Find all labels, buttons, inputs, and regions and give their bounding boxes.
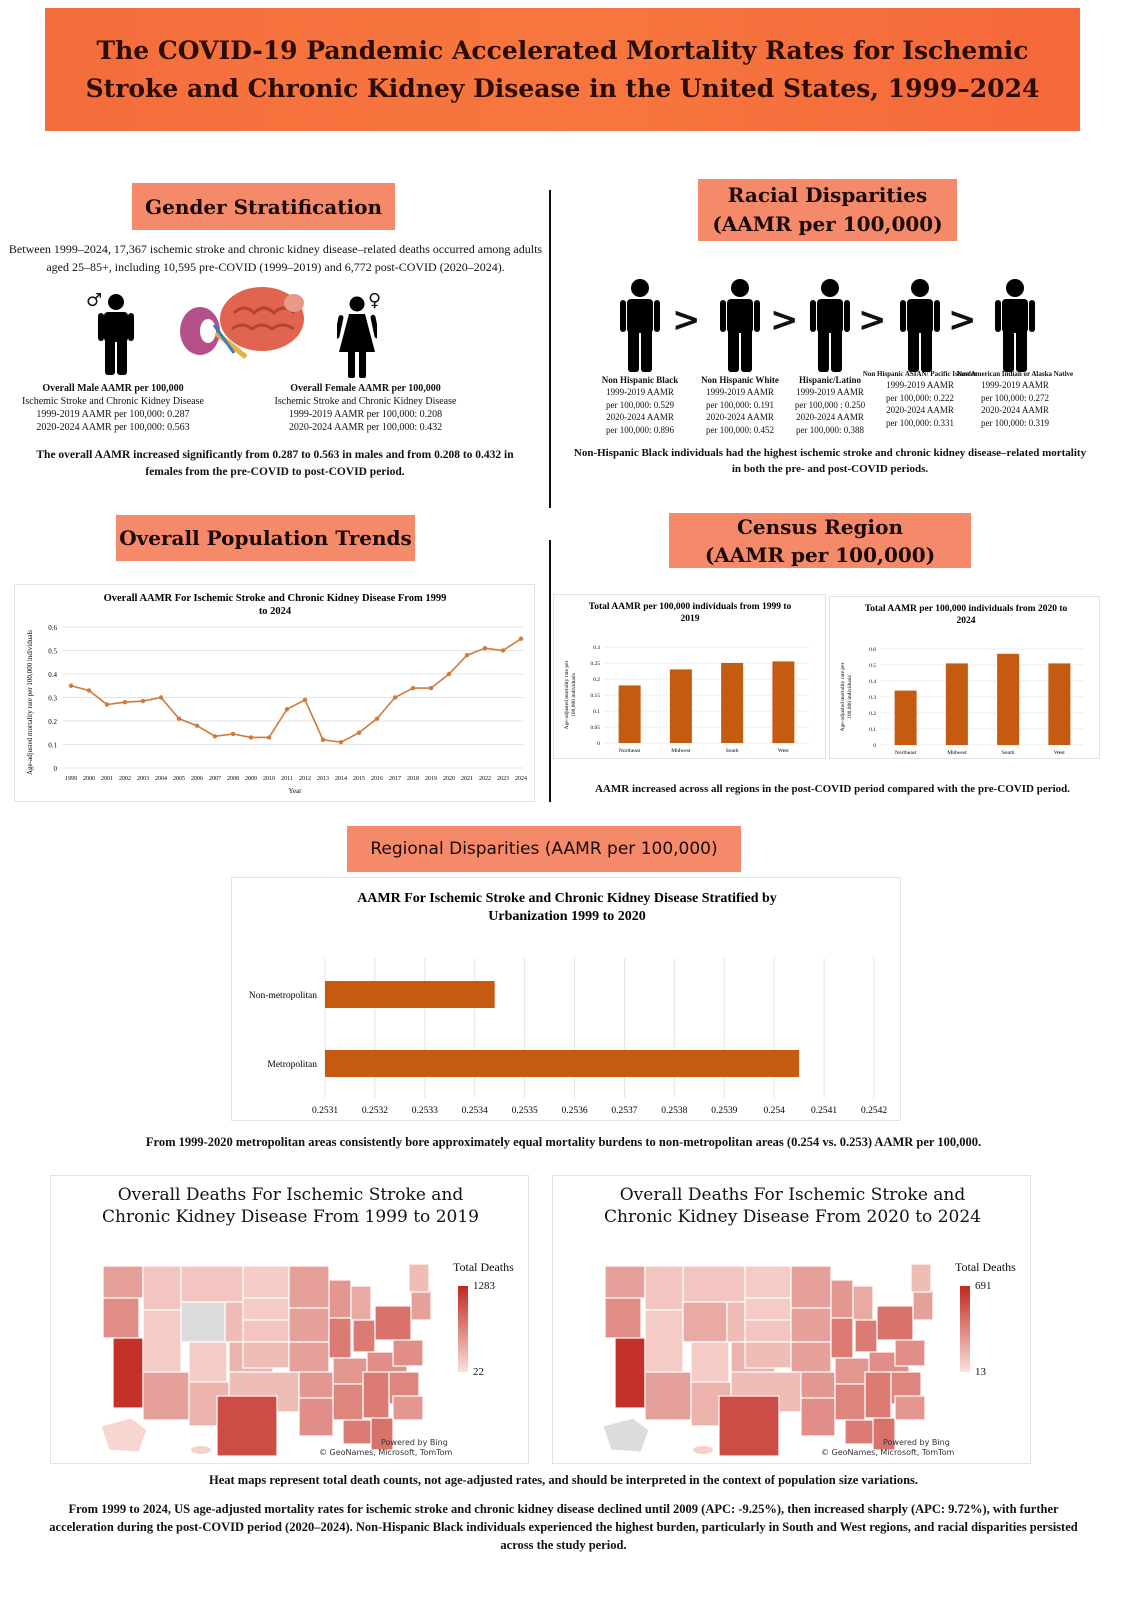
x-tick-label: 0.2539 (711, 1106, 738, 1116)
data-point (231, 732, 235, 736)
female-stats: Overall Female AAMR per 100,000 Ischemic Stroke and Chronic Kidney Disease 1999-2019 AAMR per 100,000: 0.208 2020-2024 AAMR per 100,000: 0.432 (274, 383, 457, 433)
state-region (831, 1280, 853, 1318)
divider-middle (549, 540, 551, 802)
x-tick-label: 2000 (83, 776, 95, 782)
state-region (831, 1318, 853, 1358)
y-tick-label: 0.1 (48, 741, 57, 750)
racial-group-line: 1999-2019 AAMR (886, 380, 954, 390)
x-tick-label: 0.2534 (461, 1106, 488, 1116)
y-tick-label: 0.15 (590, 693, 600, 699)
racial-group-line: 1999-2019 AAMR (796, 387, 864, 397)
chart-title: AAMR For Ischemic Stroke and Chronic Kidney Disease Stratified by Urbanization 1999 to 2020 (357, 891, 777, 924)
state-region (745, 1342, 791, 1368)
data-point (393, 695, 397, 699)
bar (772, 661, 794, 743)
x-tick-label: Midwest (671, 748, 691, 754)
alaska-region (603, 1418, 649, 1452)
map-post-legend-max: 691 (975, 1280, 992, 1292)
state-region (243, 1298, 289, 1320)
state-region (113, 1338, 143, 1408)
us-map-pre (91, 1246, 431, 1456)
person-icon (810, 278, 850, 372)
x-tick-label: 1999 (65, 776, 77, 782)
data-point (483, 646, 487, 650)
y-tick-label: 0 (53, 765, 57, 773)
bar (619, 685, 641, 743)
data-point (141, 699, 145, 703)
racial-group-line: 2020-2024 AAMR (706, 412, 774, 422)
data-point (213, 734, 217, 738)
y-tick-label: 0.2 (48, 718, 57, 726)
map-pre-card (50, 1175, 529, 1464)
racial-group-line: per 100,000: 0.319 (981, 417, 1049, 428)
x-tick-label: 2023 (497, 776, 509, 782)
state-region (683, 1266, 745, 1302)
state-region (299, 1398, 333, 1436)
racial-group-name: Non Hispanic White (701, 375, 779, 385)
map-pre-legend-min: 22 (473, 1366, 484, 1378)
y-axis-label: Age-adjusted mortality rate per100,000 individuals (840, 662, 853, 732)
state-region (289, 1308, 329, 1342)
census-header: Census Region (AAMR per 100,000) (669, 513, 971, 568)
male-person-icon (98, 293, 134, 375)
racial-header: Racial Disparities (AAMR per 100,000) (698, 179, 957, 241)
gender-header: Gender Stratification (132, 183, 395, 230)
x-tick-label: 0.2542 (860, 1106, 888, 1116)
map-post-legend-min: 13 (975, 1366, 986, 1378)
racial-group-line: 2020-2024 AAMR (796, 412, 864, 422)
data-point (249, 735, 253, 739)
y-tick-label: 0.3 (593, 645, 600, 651)
bar (325, 1050, 799, 1077)
chart-title: Overall AAMR For Ischemic Stroke and Chronic Kidney Disease From 1999 to 2024 (103, 593, 447, 617)
state-region (877, 1306, 913, 1340)
y-tick-label: 0.5 (869, 663, 876, 669)
state-region (911, 1264, 931, 1292)
gender-summary: The overall AAMR increased significantly from 0.287 to 0.563 in males and from 0.208 to 0.432 in females from the pre-COVID to post-COVID period. (36, 449, 514, 478)
female-person-icon (337, 296, 377, 378)
x-tick-label: 2020 (443, 776, 455, 782)
x-tick-label: 2002 (119, 776, 131, 782)
y-tick-label: 0.1 (869, 727, 876, 733)
page-title: The COVID-19 Pandemic Accelerated Mortality Rates for Ischemic Stroke and Chronic Kidney Disease in the United States, 1999–2024 (85, 35, 1040, 103)
x-tick-label: 2021 (461, 776, 473, 782)
data-point (519, 637, 523, 641)
data-point (123, 700, 127, 704)
state-region (719, 1396, 779, 1456)
x-tick-label: 2019 (425, 776, 437, 782)
state-region (333, 1358, 367, 1384)
state-region (143, 1310, 181, 1372)
state-region (375, 1306, 411, 1340)
y-tick-label: 0.05 (590, 725, 600, 731)
y-tick-label: Non-metropolitan (248, 991, 317, 1001)
bar (997, 654, 1019, 745)
data-point (375, 716, 379, 720)
state-region (745, 1298, 791, 1320)
state-region (243, 1320, 289, 1342)
state-region (243, 1342, 289, 1368)
x-tick-label: 0.2535 (511, 1106, 538, 1116)
data-point (303, 698, 307, 702)
racial-group-name: Non American Indian or Alaska Native (956, 370, 1074, 378)
state-region (343, 1420, 373, 1444)
y-axis-label: Age-adjusted mortality rate per 100,000 individuals (26, 629, 34, 776)
x-tick-label: 0.2538 (661, 1106, 688, 1116)
racial-group-name: Non Hispanic Black (601, 375, 679, 385)
x-tick-label: 2018 (407, 776, 419, 782)
urban-chart (232, 878, 902, 1122)
x-tick-label: Midwest (947, 750, 967, 756)
y-tick-label: 0.4 (869, 679, 876, 685)
racial-group-line: per 100,000: 0.388 (796, 424, 864, 435)
person-icon (900, 278, 940, 372)
y-tick-label: 0 (597, 741, 600, 747)
state-region (645, 1372, 691, 1420)
x-tick-label: 0.2541 (811, 1106, 838, 1116)
state-region (243, 1266, 289, 1298)
x-tick-label: 2004 (155, 776, 167, 782)
state-region (103, 1298, 139, 1338)
state-region (329, 1280, 351, 1318)
person-icon (720, 278, 760, 372)
state-region (895, 1340, 925, 1366)
hawaii-region (693, 1446, 713, 1454)
greater-than-symbol: > (672, 300, 701, 340)
data-point (501, 648, 505, 652)
x-tick-label: 2017 (389, 776, 401, 782)
male-stats: Overall Male AAMR per 100,000 Ischemic Stroke and Chronic Kidney Disease 1999-2019 AAMR per 100,000: 0.287 2020-2024 AAMR per 100,000: 0.563 (22, 383, 204, 433)
data-point (357, 731, 361, 735)
data-point (321, 738, 325, 742)
title-banner (45, 8, 1080, 131)
census-pre-card (553, 594, 826, 759)
x-tick-label: 2007 (209, 776, 221, 782)
state-region (103, 1266, 143, 1298)
y-tick-label: 0.3 (869, 695, 876, 701)
state-region (645, 1266, 683, 1310)
racial-group-line: per 100,000: 0.452 (706, 424, 774, 435)
state-region (217, 1396, 277, 1456)
state-region (913, 1290, 933, 1320)
x-tick-label: 2022 (479, 776, 491, 782)
state-region (181, 1266, 243, 1302)
racial-group-stats (955, 369, 1075, 429)
state-region (351, 1286, 371, 1320)
x-tick-label: 2015 (353, 776, 365, 782)
state-region (299, 1372, 333, 1398)
conclusion: From 1999 to 2024, US age-adjusted mortality rates for ischemic stroke and chronic kidney disease declined until 2009 (APC: -9.25%), then increased sharply (APC: 9.72%), with further acceleration during the post-COVID period (2020–2024). Non-Hispanic Black individuals experienced the highest burden, particularly in South and West regions, and racial disparities persisted across the study period. (49, 1502, 1078, 1552)
x-tick-label: West (777, 748, 789, 754)
x-tick-label: West (1053, 750, 1065, 756)
state-region (363, 1372, 389, 1418)
state-region (853, 1286, 873, 1320)
bar (721, 663, 743, 743)
bar (946, 663, 968, 745)
x-tick-label: 2005 (173, 776, 185, 782)
chart-title: Total AAMR per 100,000 individuals from 1999 to 2019 (588, 602, 792, 624)
map-post-legend-scale (960, 1286, 970, 1372)
racial-group-line: 2020-2024 AAMR (606, 412, 674, 422)
state-region (683, 1302, 727, 1342)
x-tick-label: 2012 (299, 776, 311, 782)
map-post-credit1: Powered by Bing (883, 1438, 950, 1447)
x-tick-label: 0.2531 (311, 1106, 339, 1116)
state-region (605, 1266, 645, 1298)
state-region (289, 1266, 329, 1308)
x-tick-label: Northeast (894, 750, 917, 756)
state-region (801, 1398, 835, 1436)
x-tick-label: 2024 (515, 776, 527, 782)
x-tick-label: 0.2536 (561, 1106, 588, 1116)
data-point (267, 735, 271, 739)
state-region (745, 1266, 791, 1298)
x-axis-label: Year (288, 787, 302, 795)
divider-top (549, 190, 551, 508)
racial-summary: Non-Hispanic Black individuals had the highest ischemic stroke and chronic kidney disease–related mortality in both the pre- and post-COVID periods. (573, 447, 1087, 475)
x-tick-label: 2009 (245, 776, 257, 782)
line-chart (15, 585, 536, 803)
state-region (393, 1340, 423, 1366)
x-tick-label: South (725, 748, 739, 754)
data-point (69, 684, 73, 688)
y-tick-label: 0.25 (590, 661, 600, 667)
y-axis-label: Age-adjusted mortality rate per100,000 individuals (564, 660, 577, 730)
state-region (835, 1358, 869, 1384)
state-region (791, 1308, 831, 1342)
y-tick-label: 0.3 (48, 694, 57, 703)
urban-chart-card (231, 877, 901, 1121)
data-point (429, 686, 433, 690)
person-icon (620, 278, 660, 372)
census-post-chart (830, 597, 1101, 760)
map-pre-legend-scale (458, 1286, 468, 1372)
state-region (409, 1264, 429, 1292)
data-point (447, 672, 451, 676)
map-post-credit2: © GeoNames, Microsoft, TomTom (821, 1448, 955, 1457)
racial-group-line: per 100,000: 0.529 (606, 399, 674, 410)
kidney-brain-icon (176, 283, 306, 363)
map-post-title: Overall Deaths For Ischemic Stroke and Chronic Kidney Disease From 2020 to 2024 (604, 1185, 981, 1227)
data-point (105, 702, 109, 706)
racial-group-line: per 100,000: 0.222 (886, 392, 954, 403)
greater-than-symbol: > (770, 300, 799, 340)
state-region (393, 1396, 423, 1420)
data-point (339, 740, 343, 744)
x-tick-label: 2013 (317, 776, 329, 782)
map-pre-legend-title: Total Deaths (453, 1260, 514, 1274)
male-symbol: ♂ (86, 290, 103, 311)
x-tick-label: 2008 (227, 776, 239, 782)
y-tick-label: 0.2 (593, 677, 600, 683)
x-tick-label: 2016 (371, 776, 383, 782)
racial-group-line: 2020-2024 AAMR (886, 405, 954, 415)
state-region (189, 1342, 227, 1382)
state-region (835, 1384, 865, 1420)
data-point (87, 688, 91, 692)
racial-group-line: per 100,000: 0.896 (606, 424, 674, 435)
state-region (411, 1290, 431, 1320)
x-tick-label: 0.2537 (611, 1106, 638, 1116)
data-point (177, 716, 181, 720)
census-pre-chart (554, 595, 827, 760)
x-tick-label: 2010 (263, 776, 275, 782)
racial-group-name: Non Hispanic ASIAN/ Pacific Islander (862, 370, 978, 378)
state-region (691, 1342, 729, 1382)
y-tick-label: 0.6 (48, 624, 57, 632)
y-tick-label: 0.5 (48, 647, 57, 656)
racial-group-line: per 100,000: 0.191 (706, 399, 774, 410)
y-tick-label: 0.1 (593, 709, 600, 715)
racial-group-line: 2020-2024 AAMR (981, 405, 1049, 415)
overall-header: Overall Population Trends (116, 515, 415, 561)
state-region (353, 1320, 375, 1352)
state-region (865, 1372, 891, 1418)
state-region (845, 1420, 875, 1444)
series-line (71, 639, 521, 742)
x-tick-label: Northeast (618, 748, 641, 754)
racial-group-line: 1999-2019 AAMR (981, 380, 1049, 390)
state-region (329, 1318, 351, 1358)
data-point (411, 686, 415, 690)
racial-group-line: 1999-2019 AAMR (606, 387, 674, 397)
x-tick-label: 0.2532 (361, 1106, 388, 1116)
racial-group-line: per 100,000: 0.331 (886, 417, 954, 428)
racial-group-line: 1999-2019 AAMR (706, 387, 774, 397)
person-icon (995, 278, 1035, 372)
greater-than-symbol: > (858, 300, 887, 340)
map-pre-credit1: Powered by Bing (381, 1438, 448, 1447)
greater-than-symbol: > (948, 300, 977, 340)
x-tick-label: 2011 (281, 776, 293, 782)
hawaii-region (191, 1446, 211, 1454)
x-tick-label: 2006 (191, 776, 203, 782)
racial-group-line: per 100,000: 0.272 (981, 392, 1049, 403)
x-tick-label: 2003 (137, 776, 149, 782)
data-point (465, 653, 469, 657)
y-tick-label: 0.2 (869, 711, 876, 717)
state-region (791, 1266, 831, 1308)
female-symbol: ♀ (368, 290, 382, 311)
state-region (615, 1338, 645, 1408)
gender-intro: Between 1999–2024, 17,367 ischemic stroke and chronic kidney disease–related deaths occurred among adults aged 25–85+, including 10,595 pre-COVID (1999–2019) and 6,772 post-COVID (2020–2024). (8, 242, 543, 274)
map-pre-credit2: © GeoNames, Microsoft, TomTom (319, 1448, 453, 1457)
state-region (333, 1384, 363, 1420)
state-region (855, 1320, 877, 1352)
y-tick-label: 0 (873, 743, 876, 749)
map-pre-legend-max: 1283 (473, 1280, 495, 1292)
state-region (605, 1298, 641, 1338)
state-region (645, 1310, 683, 1372)
state-region (895, 1396, 925, 1420)
data-point (159, 695, 163, 699)
data-point (195, 724, 199, 728)
x-tick-label: 2014 (335, 776, 347, 782)
regional-summary: From 1999-2020 metropolitan areas consistently bore approximately equal mortality burdens to non-metropolitan areas (0.254 vs. 0.253) AAMR per 100,000. (145, 1135, 982, 1149)
bar (325, 981, 495, 1008)
bar (895, 691, 917, 745)
census-summary: AAMR increased across all regions in the post-COVID period compared with the pre-COVID period. (594, 783, 1071, 795)
map-post-legend-title: Total Deaths (955, 1260, 1016, 1274)
map-pre-title: Overall Deaths For Ischemic Stroke and Chronic Kidney Disease From 1999 to 2019 (102, 1185, 479, 1227)
y-tick-label: Metropolitan (267, 1060, 317, 1070)
chart-title: Total AAMR per 100,000 individuals from 2020 to 2024 (864, 604, 1068, 626)
data-point (285, 707, 289, 711)
bar (1048, 663, 1070, 745)
racial-group-line: per 100,000 : 0.250 (794, 399, 866, 410)
y-tick-label: 0.6 (869, 647, 876, 653)
x-tick-label: 2001 (101, 776, 113, 782)
state-region (801, 1372, 835, 1398)
state-region (143, 1266, 181, 1310)
census-post-card (829, 596, 1100, 759)
line-chart-card (14, 584, 535, 802)
state-region (745, 1320, 791, 1342)
map-note: Heat maps represent total death counts, not age-adjusted rates, and should be interpreted in the context of population size variations. (208, 1473, 919, 1487)
y-tick-label: 0.4 (48, 671, 57, 679)
x-tick-label: 0.254 (763, 1106, 785, 1116)
state-region (181, 1302, 225, 1342)
state-region (791, 1342, 831, 1372)
racial-group-name: Hispanic/Latino (798, 375, 861, 385)
x-tick-label: South (1001, 750, 1015, 756)
state-region (289, 1342, 329, 1372)
x-tick-label: 0.2533 (411, 1106, 438, 1116)
state-region (143, 1372, 189, 1420)
regional-header: Regional Disparities (AAMR per 100,000) (347, 826, 741, 872)
bar (670, 669, 692, 743)
us-map-post (593, 1246, 933, 1456)
map-post-card (552, 1175, 1031, 1464)
alaska-region (101, 1418, 147, 1452)
